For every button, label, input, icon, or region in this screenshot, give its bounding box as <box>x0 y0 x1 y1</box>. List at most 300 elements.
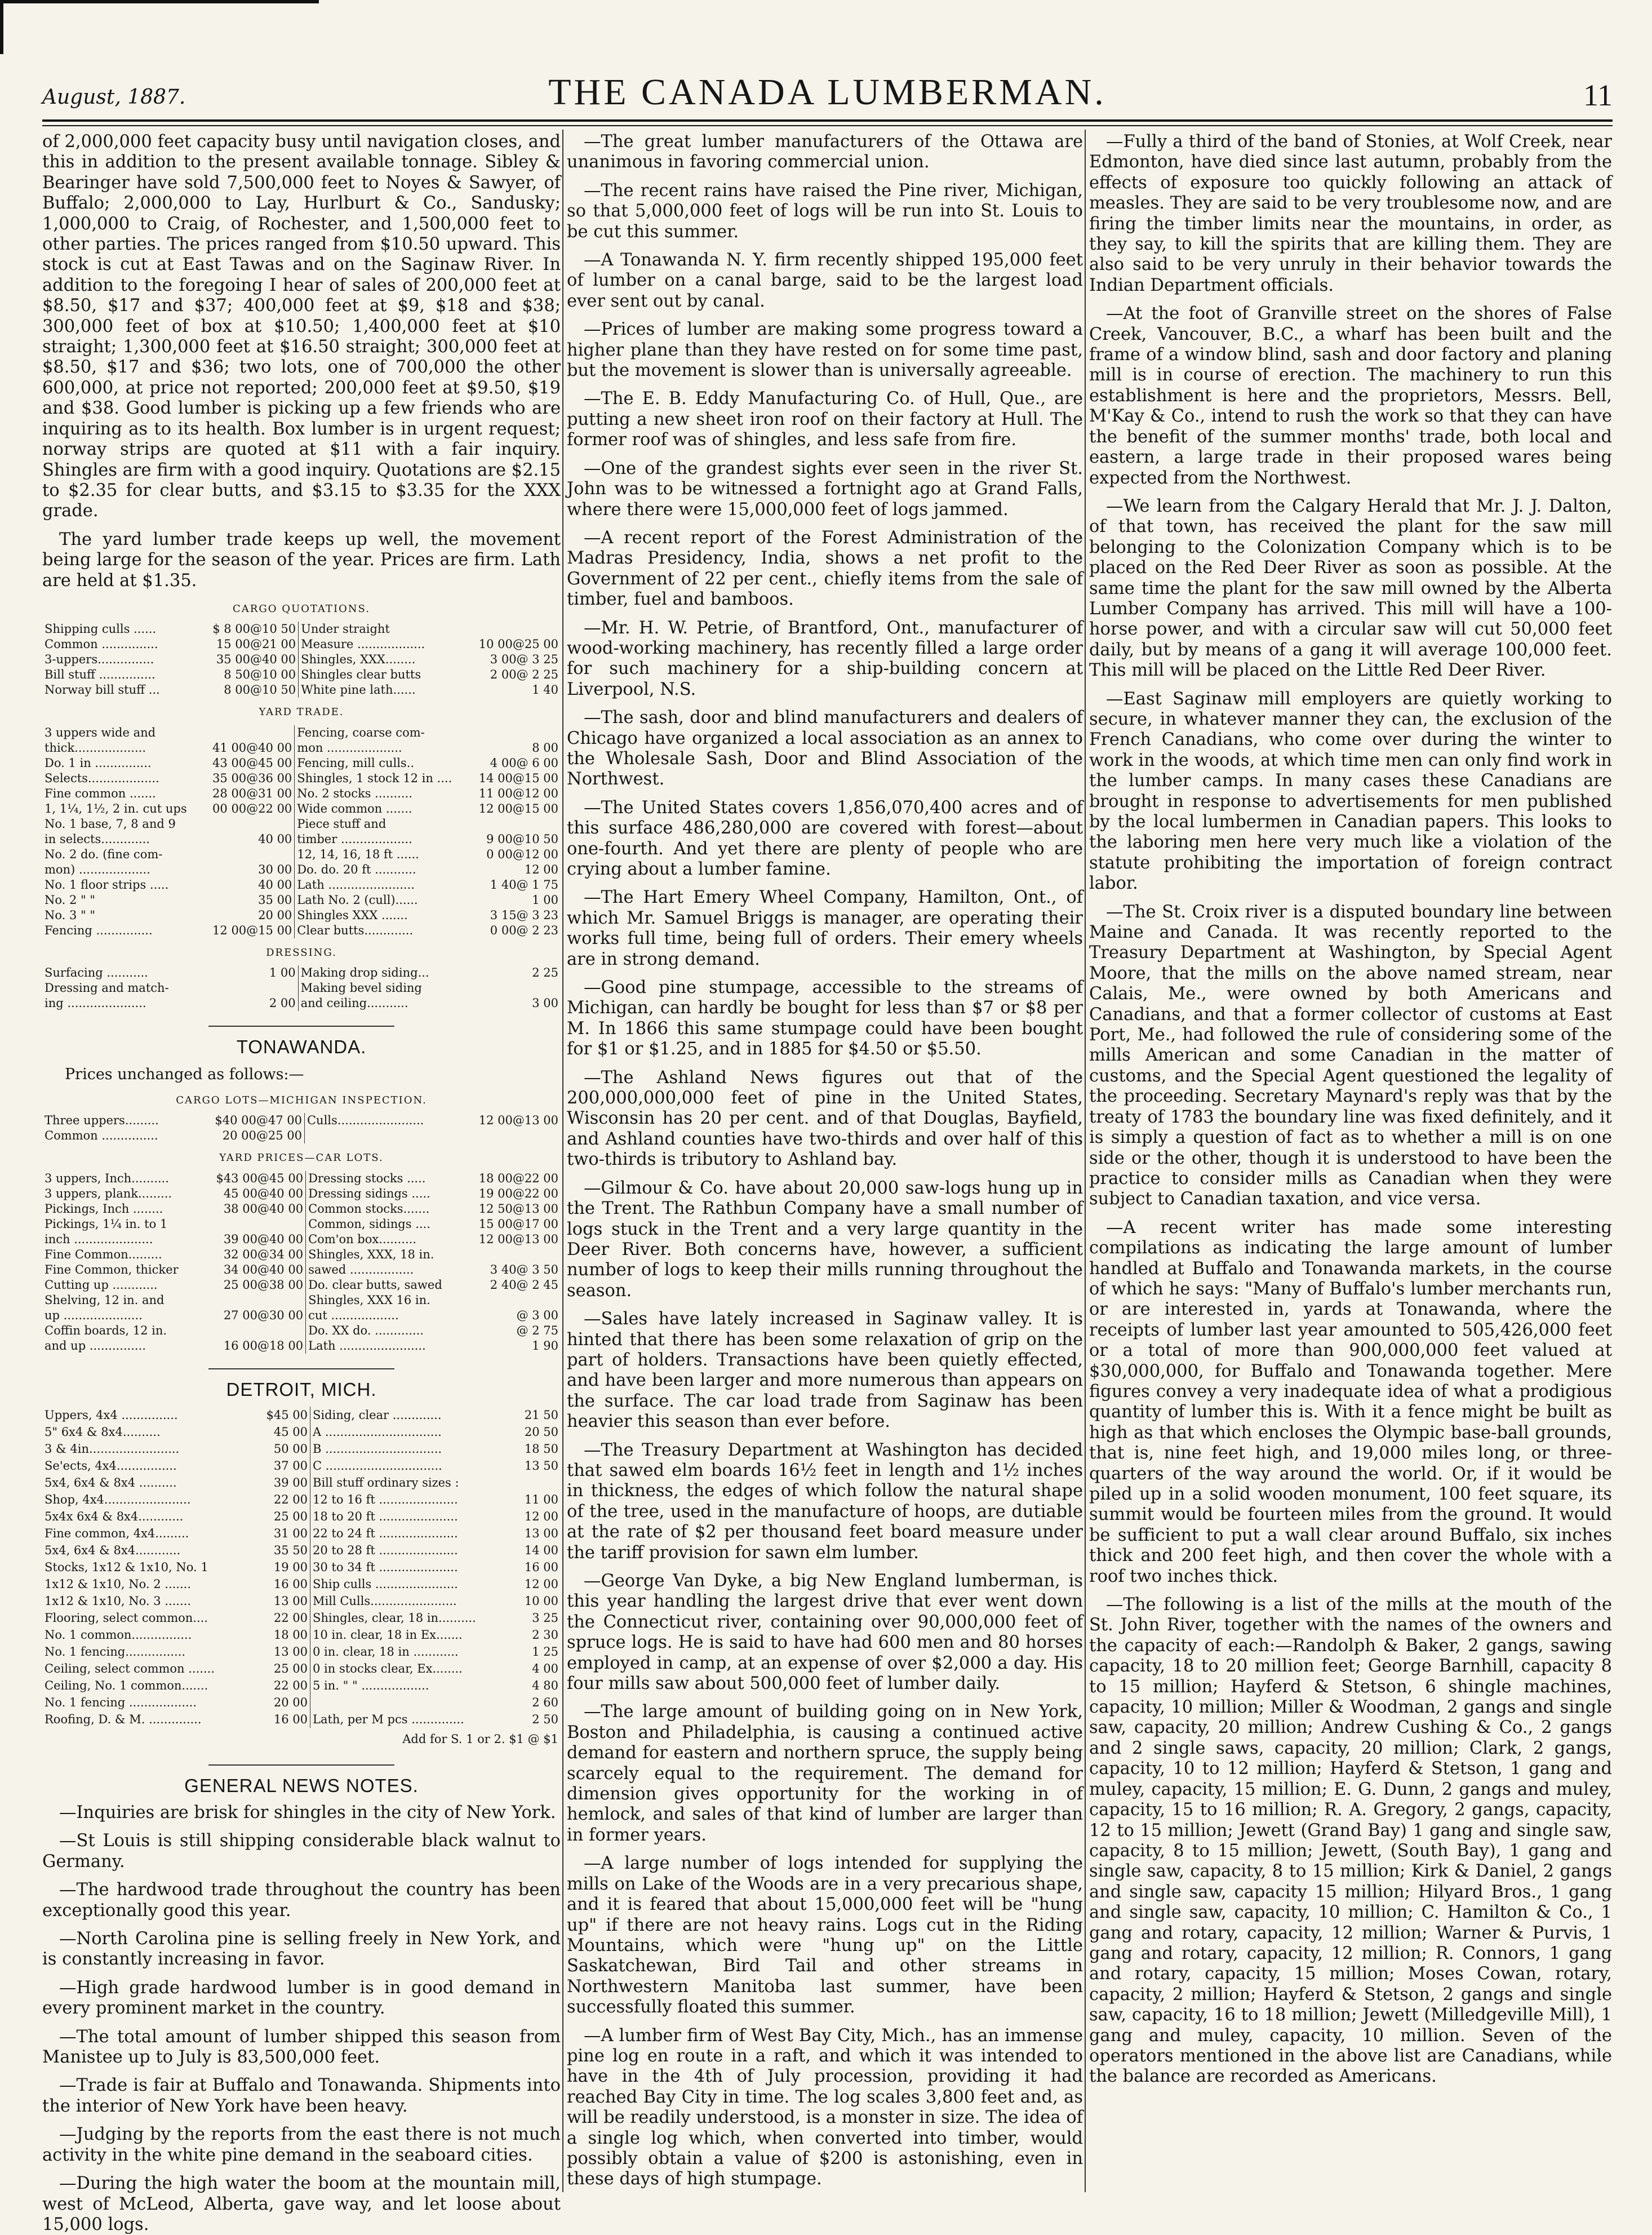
price-row <box>42 786 561 801</box>
price-value: 18 00@22 00 <box>478 1171 558 1185</box>
price-value: 12 00@13 00 <box>478 1114 558 1128</box>
price-value: 22 00 <box>254 1609 310 1626</box>
price-item: Uppers, 4x4 ............... <box>45 1408 178 1422</box>
tonawanda-cargo-table <box>42 1113 561 1143</box>
corner-mark <box>0 0 319 54</box>
news-item: —We learn from the Calgary Herald that Mr. J. J. Dalton, of that town, has received the plant for the saw mill belonging to the Colonization Company which is to be placed on the Red Deer River as soon as possible. At the same time the plant for the saw mill owned by the Alberta Lumber Company has arrived. This mill will have a 100-horse power, and with a circular saw will cut 50,000 feet daily, but by means of a gang it will average 100,000 feet. This mill will be placed on the Little Red Deer River. <box>1089 496 1612 681</box>
price-value: 16 00 <box>254 1711 310 1728</box>
price-row <box>42 862 561 877</box>
price-item: Do. clear butts, sawed <box>308 1278 442 1292</box>
price-item: No. 3 " " <box>45 908 96 922</box>
price-item: White pine lath...... <box>301 683 416 697</box>
price-row <box>42 682 561 698</box>
price-value: 13 00 <box>524 1527 558 1541</box>
price-value: 0 00@12 00 <box>486 847 558 861</box>
masthead-rule-thin <box>42 125 1613 126</box>
price-item: 3-uppers............... <box>45 653 154 667</box>
price-item: Flooring, select common.... <box>45 1611 208 1625</box>
price-value: 45 00@40 00 <box>201 1186 306 1201</box>
price-row <box>42 1308 561 1323</box>
price-item: Siding, clear ............. <box>313 1408 442 1422</box>
price-item: No. 1 floor strips ..... <box>45 877 169 892</box>
market-report-intro <box>42 132 561 591</box>
price-item: Mill Culls....................... <box>313 1594 457 1608</box>
price-item: Dressing stocks ..... <box>308 1171 426 1185</box>
price-row <box>42 1278 561 1293</box>
price-value: 3 00@ 3 25 <box>490 653 558 667</box>
price-item: mon) ................... <box>45 862 150 876</box>
price-value: 2 40@ 2 45 <box>490 1278 558 1292</box>
price-row <box>42 1440 561 1457</box>
price-row <box>42 1593 561 1609</box>
news-item: —A Tonawanda N. Y. firm recently shipped 195,000 feet of lumber on a canal barge, said to be the largest load ever sent out by canal. <box>567 250 1083 311</box>
price-item: Dressing sidings ..... <box>308 1186 430 1200</box>
detroit-note: Add for S. 1 or 2. $1 @ $1 <box>402 1732 558 1746</box>
price-row <box>42 1508 561 1525</box>
price-value: 13 00 <box>254 1593 310 1609</box>
news-item: —A recent report of the Forest Administration of the Madras Presidency, India, shows a net profit to the Government of 22 per cent., chiefly items from the sale of timber, fuel and bamboos. <box>567 527 1083 610</box>
detroit-prices-table <box>42 1407 561 1728</box>
price-row <box>42 1711 561 1728</box>
price-row <box>42 908 561 923</box>
price-item: Dressing and match- <box>45 981 169 995</box>
price-row <box>42 1338 561 1354</box>
price-row <box>42 1491 561 1508</box>
price-item: Roofing, D. & M. .............. <box>45 1713 202 1727</box>
price-item: Shingles, 1 stock 12 in .... <box>297 771 452 785</box>
news-item: —The Treasury Department at Washington has decided that sawed elm boards 16½ feet in length and 1½ inches in thickness, the edges of which follow the natural shape of the tree, used in the manufacture of hoops, are dutiable at the rate of $2 per thousand feet board measure under the tariff provision for sawn elm lumber. <box>567 1440 1083 1563</box>
price-row <box>42 832 561 847</box>
price-item: Fencing, mill culls.. <box>297 756 415 770</box>
price-value <box>201 1217 306 1232</box>
price-item: Under straight <box>301 622 390 636</box>
column-divider <box>562 130 563 2192</box>
price-item: Lath ....................... <box>308 1338 426 1352</box>
price-value <box>202 725 294 740</box>
price-value: 34 00@40 00 <box>201 1262 306 1278</box>
price-item: Shingles, XXX 16 in. <box>308 1293 430 1307</box>
price-item: A ............................... <box>313 1425 442 1439</box>
tonawanda-yard-table <box>42 1171 561 1354</box>
price-value: 3 25 <box>532 1611 558 1625</box>
price-value: 3 00 <box>532 996 558 1010</box>
price-row <box>42 1643 561 1660</box>
price-value: 35 50 <box>254 1542 310 1559</box>
price-item: Lath, per M pcs .............. <box>313 1713 464 1727</box>
price-row <box>42 1542 561 1559</box>
news-item: —High grade hardwood lumber is in good demand in every prominent market in the country. <box>42 1977 561 2019</box>
price-item: Shingles, clear, 18 in.......... <box>313 1611 476 1625</box>
section-rule <box>208 1764 394 1766</box>
price-row <box>42 981 561 996</box>
news-item: —Prices of lumber are making some progress toward a higher plane than they have rested on for some time past, but the movement is slower than is universally agreeable. <box>567 320 1083 381</box>
price-value: 13 50 <box>524 1459 558 1473</box>
price-value: 43 00@45 00 <box>202 756 294 771</box>
price-value: 50 00 <box>254 1440 310 1457</box>
price-value: 16 00 <box>524 1560 558 1575</box>
price-item: No. 1 fencing .................. <box>45 1696 197 1710</box>
price-value: 2 60 <box>532 1696 558 1710</box>
price-value: 12 00@15 00 <box>202 923 294 938</box>
news-notes-heading: GENERAL NEWS NOTES. <box>184 1775 419 1796</box>
news-item: —Inquiries are brisk for shingles in the city of New York. <box>59 1803 556 1822</box>
price-value: @ 3 00 <box>516 1308 558 1322</box>
price-row <box>42 1609 561 1626</box>
price-value: 14 00@15 00 <box>478 771 558 785</box>
yard-trade-table <box>42 725 561 938</box>
price-value: 41 00@40 00 <box>202 740 294 756</box>
price-value: 1 00 <box>248 965 298 981</box>
price-value <box>464 1247 561 1262</box>
news-item: —Sales have lately increased in Saginaw valley. It is hinted that there has been some relaxation of grip on the part of holders. Transactions have been quietly effected, and have been larger and more numerous than appears on the surface. The car load trade from Saginaw has been heavier this season than ever before. <box>567 1309 1083 1432</box>
price-item: Common, sidings .... <box>308 1217 430 1231</box>
price-value: 35 00 <box>202 893 294 908</box>
news-item: —Fully a third of the band of Stonies, at Wolf Creek, near Edmonton, have died since last autumn, probably from the effects of exposure too quickly following an attack of measles. They are said to be very troublesome now, and are firing the timber limits near the mountains, in order, as they say, to kill the spirits that are killing them. They are also said to be very unruly in their behavior towards the Indian Department officials. <box>1089 132 1612 295</box>
price-item: timber ................... <box>297 832 412 846</box>
tonawanda-cargo-heading: CARGO LOTS—MICHIGAN INSPECTION. <box>176 1094 427 1106</box>
price-item: No. 2 " " <box>45 893 96 907</box>
price-item: Measure .................. <box>301 637 425 651</box>
price-item: Se'ects, 4x4................ <box>45 1459 177 1473</box>
price-row <box>42 877 561 893</box>
price-value: 18 00 <box>254 1626 310 1643</box>
news-item: —The large amount of building going on in New York, Boston and Philadelphia, is causing a continued active demand for eastern and northern spruce, the supply being scarcely equal to the requirement. The demand for dimension gives opportunity for the working in of hemlock, and sales of that kind of lumber are larger than in former years. <box>567 1702 1083 1845</box>
price-item: B ............................... <box>313 1442 442 1456</box>
price-value: 35 00@36 00 <box>202 771 294 786</box>
price-item: C ............................... <box>313 1459 442 1473</box>
price-row <box>42 923 561 938</box>
price-value <box>469 725 561 740</box>
news-item: —A large number of logs intended for supplying the mills on Lake of the Woods are in a very precarious shape, and it is feared that about 15,000,000 feet will be "hung up" if there are not heavy rains. Logs cut in the Riding Mountains, which were "hung up" on the Little Saskatchewan, Bird Tail and other streams in Northwestern Manitoba last summer, have been successfully floated this summer. <box>567 1853 1083 2017</box>
newspaper-title: THE CANADA LUMBERMAN. <box>548 72 1107 113</box>
price-value <box>202 817 294 832</box>
price-value: 12 00@15 00 <box>478 801 558 815</box>
dressing-heading: DRESSING. <box>266 946 337 959</box>
section-rule <box>208 1368 394 1369</box>
price-item: Making drop siding... <box>300 966 429 980</box>
news-item: —A lumber firm of West Bay City, Mich., has an immense pine log en route in a raft, and which it was intended to have in the 4th of July procession, providing it had reached Bay City in time. The log scales 3,800 feet and, as will be readily understood, is a monster in size. The idea of a single log which, when converted into timber, would possibly obtain a value of $200 is astonishing, even in these days of high stumpage. <box>567 2025 1083 2189</box>
price-item: No. 1 fencing................ <box>45 1645 186 1659</box>
price-item: and up ............... <box>45 1338 146 1352</box>
price-item: 0 in stocks clear, Ex........ <box>313 1662 463 1676</box>
price-row <box>42 1293 561 1308</box>
price-row <box>42 1128 561 1143</box>
news-item: —The hardwood trade throughout the country has been exceptionally good this year. <box>42 1880 561 1921</box>
price-item: Fine Common......... <box>45 1247 162 1261</box>
news-item: —The following is a list of the mills at the mouth of the St. John River, together with the names of the owners and the capacity of each:—Randolph & Baker, 2 gangs, sawing capacity, 18 to 20 million feet; George Barnhill, capacity 8 to 15 million; Hayferd & Stetson, 6 shingle machines, capacity, 10 million; Miller & Woodman, 2 gangs and single saw, capacity, 20 million; Andrew Cushing & Co., 2 gangs and 2 single saws, capacity, 20 million; Clark, 2 gangs, capacity, 10 to 12 million; Hayferd & Stetson, 1 gang and muley, capacity, 15 million; E. G. Dunn, 2 gangs and muley, capacity, 15 to 16 million; R. A. Gregory, 2 gangs, capacity, 12 to 15 million; Jewett (Grand Bay) 1 gang and single saw, capacity, 8 to 15 million; Jewett, (South Bay), 1 gang and single saw, capacity, 8 to 15 million; Kirk & Daniel, 2 gangs and single saw, capacity 15 million; Hilyard Bros., 1 gang and single saw, capacity, 10 million; C. Hamilton & Co., 1 gang and rotary, capacity, 12 million; Warner & Purvis, 1 gang and rotary, capacity, 12 million; R. Connors, 1 gang and rotary, capacity, 15 million; Moses Cowan, rotary, capacity, 2 million; Hayferd & Stetson, 2 gangs and single saw, capacity, 16 to 18 million; Jewett (Milledgeville Mill), 1 gang and muley, capacity, 10 million. Seven of the operators mentioned in the above list are Canadians, while the balance are recorded as Americans. <box>1089 1595 1612 2087</box>
price-item: 12, 14, 16, 18 ft ...... <box>297 847 419 861</box>
price-item: Do. 1 in ............... <box>45 756 152 770</box>
price-item: 5x4, 6x4 & 8x4 .......... <box>45 1476 177 1490</box>
price-item: Bill stuff ............... <box>45 668 156 682</box>
price-item: Common ............... <box>45 1129 158 1143</box>
news-item: —One of the grandest sights ever seen in the river St. John was to be witnessed a fortnight ago at Grand Falls, where there were 15,000,000 feet of logs jammed. <box>567 458 1083 520</box>
price-item: Fine Common, thicker <box>45 1262 179 1276</box>
price-value: 25 00 <box>254 1508 310 1525</box>
price-row <box>42 667 561 682</box>
price-item: 1, 1¼, 1½, 2 in. cut ups <box>45 801 187 815</box>
price-value: 1 40@ 1 75 <box>490 877 558 892</box>
price-item: thick................... <box>45 740 146 755</box>
price-row <box>42 801 561 817</box>
price-value: 1 25 <box>532 1645 558 1659</box>
price-row <box>42 1247 561 1262</box>
price-item: 1x12 & 1x10, No. 2 ....... <box>45 1577 192 1591</box>
price-value: 10 00 <box>524 1594 558 1608</box>
price-row <box>42 1626 561 1643</box>
price-value: 12 00 <box>524 1510 558 1524</box>
news-item: —The Hart Emery Wheel Company, Hamilton, Ont., of which Mr. Samuel Briggs is manager, are operating their works full time, being full of orders. Their emery wheels are in strong demand. <box>567 888 1083 969</box>
price-value <box>201 1323 306 1338</box>
price-value: 8 50@10 00 <box>190 667 299 682</box>
news-item: —The Ashland News figures out that of the 200,000,000,000 feet of pine in the United States, Wisconsin has 20 per cent. and of that Douglas, Bayfield, and Ashland counties have two-thirds and over half of this two-thirds is tributory to Ashland bay. <box>567 1067 1083 1170</box>
price-row <box>42 756 561 771</box>
price-row <box>42 1262 561 1278</box>
column-1 <box>42 132 561 2234</box>
price-value: 30 00 <box>202 862 294 877</box>
price-item: up ..................... <box>45 1308 143 1322</box>
price-value: 16 00 <box>254 1576 310 1593</box>
price-row <box>42 1559 561 1576</box>
price-value <box>248 981 298 996</box>
price-value: 4 00 <box>532 1662 558 1676</box>
price-value: 13 00 <box>254 1643 310 1660</box>
price-value: @ 2 75 <box>516 1323 558 1337</box>
price-item: in selects............. <box>45 832 150 846</box>
column-3 <box>1089 132 1612 2186</box>
price-value: 35 00@40 00 <box>190 652 299 667</box>
price-value: 15 00@21 00 <box>190 637 299 652</box>
price-value: 3 40@ 3 50 <box>490 1262 558 1276</box>
price-value: 4 80 <box>532 1679 558 1693</box>
price-item: 30 to 34 ft ..................... <box>313 1560 458 1575</box>
price-item: Pickings, 1¼ in. to 1 <box>45 1217 168 1231</box>
price-item: 10 in. clear, 18 in Ex....... <box>313 1628 463 1642</box>
price-item: 5 in. " " .................. <box>313 1679 429 1693</box>
price-item: Ceiling, select common ....... <box>45 1662 215 1676</box>
price-value: 40 00 <box>202 832 294 847</box>
price-value: 40 00 <box>202 877 294 893</box>
price-item: Ceiling, No. 1 common....... <box>45 1679 208 1693</box>
price-value: $43 00@45 00 <box>201 1171 306 1186</box>
price-row <box>42 1171 561 1186</box>
price-item: Fine common, 4x4......... <box>45 1527 189 1541</box>
price-value: 25 00@38 00 <box>201 1278 306 1293</box>
price-item: Culls....................... <box>307 1114 424 1128</box>
price-value: 38 00@40 00 <box>201 1201 306 1217</box>
price-value: $45 00 <box>254 1407 310 1424</box>
price-item: sawed ................. <box>308 1262 414 1276</box>
column-2 <box>567 132 1083 2189</box>
price-item: Making bevel siding <box>300 981 422 995</box>
price-row <box>42 1576 561 1593</box>
price-value: 10 00@25 00 <box>478 637 558 651</box>
price-row <box>42 771 561 786</box>
price-value: 3 15@ 3 23 <box>490 908 558 922</box>
price-row <box>42 847 561 862</box>
price-item: Pickings, Inch ........ <box>45 1201 163 1216</box>
price-item: Three uppers......... <box>45 1114 159 1128</box>
price-value: 45 00 <box>254 1424 310 1440</box>
price-item: Fencing ............... <box>45 923 153 937</box>
price-item: inch ..................... <box>45 1232 153 1246</box>
tonawanda-description: Prices unchanged as follows:— <box>65 1065 304 1083</box>
price-value <box>514 1474 561 1491</box>
masthead <box>42 66 1613 117</box>
price-value: 22 00 <box>254 1677 310 1694</box>
price-item: Fencing, coarse com- <box>297 725 425 739</box>
detroit-heading: DETROIT, MICH. <box>226 1378 377 1400</box>
price-value: 11 00 <box>524 1493 558 1507</box>
news-item: —Trade is fair at Buffalo and Tonawanda. Shipments into the interior of New York have been heavy. <box>42 2076 561 2116</box>
price-item: 18 to 20 ft ..................... <box>313 1510 458 1524</box>
price-item: Selects................... <box>45 771 159 785</box>
price-item: ing ..................... <box>45 996 146 1010</box>
price-item: 20 to 28 ft ..................... <box>313 1544 458 1558</box>
price-item: 3 uppers, plank......... <box>45 1186 172 1200</box>
price-item: Common ............... <box>45 637 158 651</box>
news-item: —The sash, door and blind manufacturers and dealers of Chicago have organized a local association as an annex to the Wholesale Sash, Door and Blind Association of the Northwest. <box>567 708 1083 790</box>
section-rule <box>208 1026 394 1027</box>
price-value: 21 50 <box>524 1408 558 1422</box>
price-row <box>42 1660 561 1677</box>
price-item: No. 1 common................ <box>45 1628 192 1642</box>
price-item: Do. do. 20 ft ........... <box>297 862 416 876</box>
price-value: 27 00@30 00 <box>201 1308 306 1323</box>
price-item: Wide common ....... <box>297 801 412 815</box>
cargo-quotations-heading: CARGO QUOTATIONS. <box>233 602 370 615</box>
price-value: 28 00@31 00 <box>202 786 294 801</box>
price-item: Lath No. 2 (cull)...... <box>297 893 418 907</box>
issue-date: August, 1887. <box>42 86 186 109</box>
article-paragraph: The yard lumber trade keeps up well, the movement being large for the season of the year. Prices are firm. Lath are held at $1.35. <box>42 529 561 591</box>
price-value: 12 00 <box>524 1577 558 1591</box>
price-item: No. 2 do. (fine com- <box>45 847 163 861</box>
price-item: 0 in. clear, 18 in ............ <box>313 1645 459 1659</box>
price-row <box>42 1457 561 1474</box>
price-item: and ceiling........... <box>300 996 408 1010</box>
price-item: Shelving, 12 in. and <box>45 1293 165 1307</box>
news-item: —St Louis is still shipping considerable black walnut to Germany. <box>42 1831 561 1872</box>
price-value: 18 50 <box>524 1442 558 1456</box>
price-value: 12 50@13 00 <box>478 1201 558 1216</box>
price-item: 3 & 4in........................ <box>45 1442 180 1456</box>
price-item: cut .................. <box>308 1308 399 1322</box>
price-item: Norway bill stuff ... <box>45 683 160 697</box>
price-row <box>42 652 561 667</box>
news-item: —Judging by the reports from the east there is not much activity in the white pine demand in the seaboard cities. <box>42 2125 561 2165</box>
price-row <box>42 965 561 981</box>
masthead-rule <box>42 119 1613 122</box>
price-value: 15 00@17 00 <box>478 1217 558 1231</box>
price-item <box>310 1694 514 1711</box>
news-notes <box>42 1803 561 2235</box>
price-value <box>202 847 294 862</box>
price-item: Shingles, XXX, 18 in. <box>308 1247 434 1261</box>
price-item: Lath ....................... <box>297 877 415 892</box>
price-value: 9 00@10 50 <box>486 832 558 846</box>
news-item: —The United States covers 1,856,070,400 acres and of this surface 486,280,000 are covered with forest—about one-fourth. And yet there are plenty of people who are crying about a lumber famine. <box>567 797 1083 879</box>
price-value: 2 30 <box>532 1628 558 1642</box>
price-item: Clear butts............. <box>297 923 414 937</box>
news-item: —During the high water the boom at the mountain mill, west of McLeod, Alberta, gave way, and let loose about 15,000 logs. <box>42 2174 561 2234</box>
price-value: 20 50 <box>524 1425 558 1439</box>
price-item: 5x4, 6x4 & 8x4............ <box>45 1544 181 1558</box>
price-row <box>42 622 561 637</box>
price-item: Bill stuff ordinary sizes : <box>313 1476 459 1490</box>
price-row <box>42 1323 561 1338</box>
news-item: —The recent rains have raised the Pine river, Michigan, so that 5,000,000 feet of logs will be run into St. Louis to be cut this summer. <box>567 180 1083 242</box>
price-row <box>42 1113 561 1128</box>
news-item: —The total amount of lumber shipped this season from Manistee up to July is 83,500,000 feet. <box>42 2026 561 2068</box>
price-value <box>456 1128 561 1143</box>
price-row <box>42 1407 561 1424</box>
price-row <box>42 996 561 1011</box>
cargo-quotations-table <box>42 622 561 698</box>
price-item: Shipping culls ...... <box>45 622 157 636</box>
tonawanda-heading: TONAWANDA. <box>236 1036 367 1058</box>
news-item: —At the foot of Granville street on the shores of False Creek, Vancouver, B.C., a wharf has been built and the frame of a window blind, sash and door factory and planing mill is in course of erection. The machinery to run this establishment is here and the proprietors, Messrs. Bell, M'Kay & Co., intend to rush the work so that they can have the benefit of the summer months' trade, both local and eastern, a large trade in their proposed wares being expected from the Northwest. <box>1089 304 1612 488</box>
price-item: 5x4x 6x4 & 8x4............ <box>45 1510 184 1524</box>
price-value: 2 25 <box>532 966 558 980</box>
news-item: —East Saginaw mill employers are quietly working to secure, in whatever manner they can, the exclusion of the French Canadians, who come over during the winter to work in the woods, at which time men can only find work in the lumber camps. In many cases these Canadians are brought in response to advertisements for men published by the local lumbermen in Canadian papers. This looks to the laboring men here very much like a violation of the statute prohibiting the importation of foreign contract labor. <box>1089 689 1612 894</box>
price-item: Shingles clear butts <box>301 668 421 682</box>
price-item: Surfacing ........... <box>45 966 148 980</box>
price-value <box>201 1293 306 1308</box>
price-value: 8 00@10 50 <box>190 682 299 698</box>
page-number: 11 <box>1583 78 1613 112</box>
tonawanda-yard-heading: YARD PRICES—CAR LOTS. <box>219 1152 384 1164</box>
news-item: —North Carolina pine is selling freely in New York, and is constantly increasing in favor. <box>42 1929 561 1970</box>
price-row <box>42 1186 561 1201</box>
price-item: mon .................... <box>297 740 402 755</box>
price-value: 2 00 <box>248 996 298 1011</box>
price-row <box>42 637 561 652</box>
price-item: Do. XX do. ............. <box>308 1323 424 1337</box>
price-item: 5" 6x4 & 8x4.......... <box>45 1425 161 1439</box>
price-row <box>42 1677 561 1694</box>
price-value: 4 00@ 6 00 <box>490 756 558 770</box>
dressing-table <box>42 965 561 1011</box>
price-value: 0 00@ 2 23 <box>490 923 558 937</box>
price-item: Piece stuff and <box>297 817 387 831</box>
price-value: 32 00@34 00 <box>201 1247 306 1262</box>
price-row <box>42 1232 561 1247</box>
price-item: Coffin boards, 12 in. <box>45 1323 167 1337</box>
price-row <box>42 1424 561 1440</box>
news-item: —A recent writer has made some interesting compilations as indicating the large amount of lumber handled at Buffalo and Tonawanda markets, in the course of which he says: "Many of Buffalo's lumber merchants run, or are interested in, yards at Tonawanda, where the receipts of lumber last year amounted to 505,426,000 feet or a total of more than 900,000,000 feet valued at $30,000,000, for Buffalo and Tonawanda together. Mere figures convey a very inadequate idea of what a prodigious quantity of lumber this is. With it a fence might be built as high as that which encloses the Olympic base-ball grounds, that is, nine feet high, and 19,000 miles long, or three-quarters of the way around the world. Or, if it would be piled up in a solid wooden monument, 100 feet square, its summit would be fourteen miles from the ground. It would be sufficient to put a wall clear around Buffalo, six inches thick and 200 feet high, and then cover the whole with a roof two inches thick. <box>1089 1217 1612 1586</box>
price-value: 1 90 <box>532 1338 558 1352</box>
news-item: —Mr. H. W. Petrie, of Brantford, Ont., manufacturer of wood-working machinery, has recently filled a large order for such machinery for a ship-building concern at Liverpool, N.S. <box>567 618 1083 699</box>
price-value <box>464 1293 561 1308</box>
price-row <box>42 1201 561 1217</box>
price-value: 25 00 <box>254 1660 310 1677</box>
price-row <box>42 893 561 908</box>
price-item: 3 uppers wide and <box>45 725 156 739</box>
news-item: —The St. Croix river is a disputed boundary line between Maine and Canada. It was recently reported to the Treasury Department at Washington, by Special Agent Moore, that the mills on the above named stream, near Calais, Me., were owned by both Americans and Canadians, and that a former collector of customs at East Port, Me., had followed the rule of considering some of the mills American and some Canadian in the matter of customs, and the Special Agent questioned the legality of the proceeding. Secretary Maynard's reply was that by the treaty of 1783 the boundary line was fixed definitely, and it is simply a question of fact as to whether a mill is on one side or the other, though it is understood to have been the practice to consider mills as Canadian when they were subject to Canadian taxation, and vice versa. <box>1089 902 1612 1209</box>
price-value: 2 00@ 2 25 <box>490 668 558 682</box>
price-value <box>457 622 561 637</box>
price-row <box>42 1525 561 1542</box>
price-item: No. 1 base, 7, 8 and 9 <box>45 817 176 831</box>
price-item: No. 2 stocks .......... <box>297 786 412 800</box>
article-paragraph: of 2,000,000 feet capacity busy until navigation closes, and this in addition to the present available tonnage. Sibley & Bearinger have sold 7,500,000 feet to Noyes & Sawyer, of Buffalo; 2,000,000 to Lay, Hurlburt & Co., Sandusky; 1,000,000 to Craig, of Rochester, and 1,500,000 feet to other parties. The prices ranged from $10.50 upward. This stock is cut at East Tawas and on the Saginaw River. In addition to the foregoing I hear of sales of 200,000 feet at $8.50, $17 and $37; 400,000 feet at $9, $18 and $38; 300,000 feet of box at $10.50; 1,400,000 feet at $10 straight; 1,300,000 feet at $16.50 straight; 300,000 feet at $8.50, $17 and $36; two lots, one of 700,000 the other 600,000, at price not reported; 200,000 feet at $9.50, $19 and $38. Good lumber is picking up a few friends who are inquiring as to its health. Box lumber is in urgent request; norway strips are quoted at $11 with a fair inquiry. Shingles are firm with a good inquiry. Quotations are $2.15 to $2.35 for clear butts, and $3.15 to $3.35 for the XXX grade. <box>42 132 561 521</box>
price-value: $ 8 00@10 50 <box>190 622 299 637</box>
price-value: 39 00 <box>254 1474 310 1491</box>
price-row <box>42 1474 561 1491</box>
price-value: $40 00@47 00 <box>190 1113 304 1128</box>
news-item: —Gilmour & Co. have about 20,000 saw-logs hung up in the Trent. The Rathbun Company have a small number of logs stuck in the Trent and a very large quantity in the Deer River. Both concerns have, however, a sufficient number of logs to keep their mills running throughout the season. <box>567 1178 1083 1301</box>
